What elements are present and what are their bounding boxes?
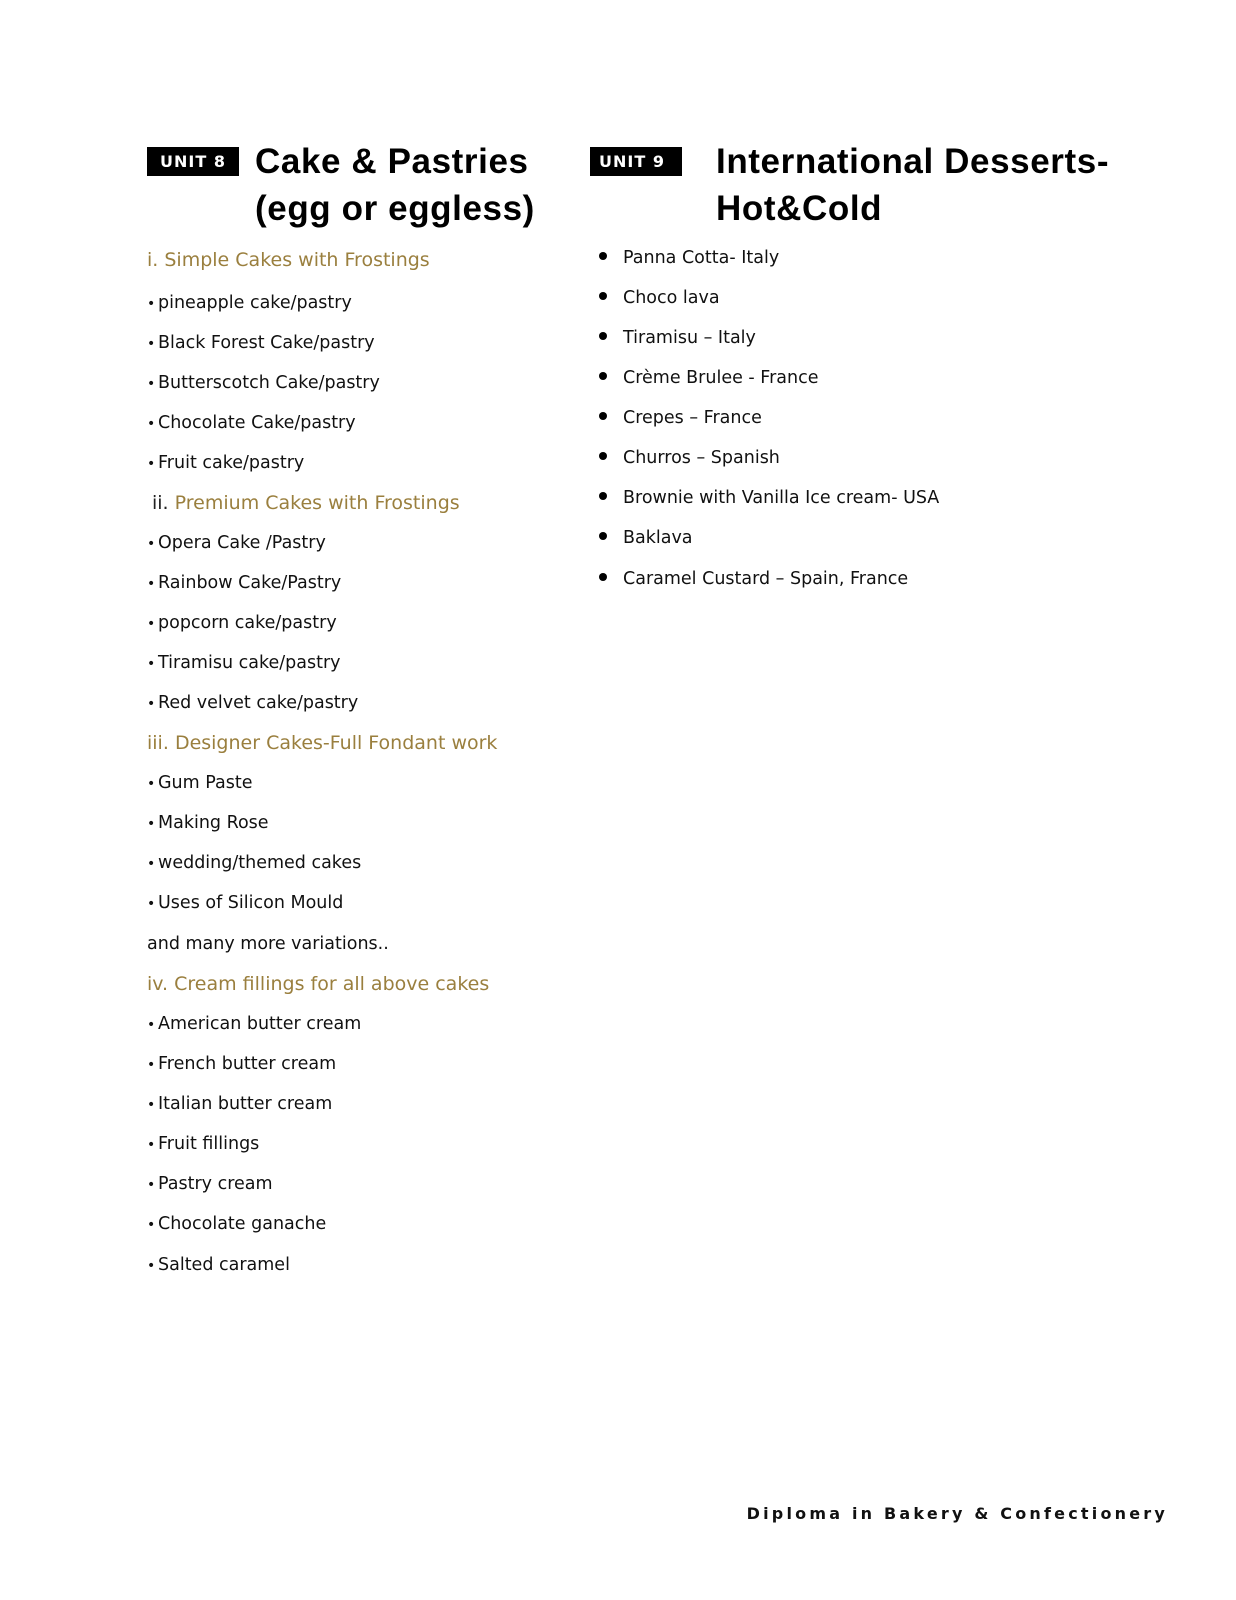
- list-item: • Opera Cake /Pastry: [147, 533, 326, 553]
- section-title: Cream fillings for all above cakes: [174, 973, 490, 995]
- list-item: Crepes – France: [597, 406, 762, 430]
- bullet-icon: [599, 573, 607, 581]
- list-item: Choco lava: [597, 286, 720, 310]
- list-item: • French butter cream: [147, 1054, 337, 1074]
- list-item: • Italian butter cream: [147, 1094, 333, 1114]
- section-heading-designer-cakes: [147, 731, 497, 755]
- section-note: and many more variations..: [147, 934, 389, 954]
- section-roman: i.: [147, 249, 159, 271]
- list-item: • Red velvet cake/pastry: [147, 693, 359, 713]
- bullet-icon: [599, 452, 607, 460]
- list-item: Churros – Spanish: [597, 446, 780, 470]
- list-item: • Fruit fillings: [147, 1134, 260, 1154]
- list-item: • Chocolate Cake/pastry: [147, 413, 356, 433]
- list-item: • Pastry cream: [147, 1174, 273, 1194]
- list-item: Crème Brulee - France: [597, 366, 819, 390]
- list-item: • Uses of Silicon Mould: [147, 893, 344, 913]
- unit9-badge: UNIT 9: [590, 147, 682, 176]
- section-heading-cream-fillings: [147, 972, 489, 996]
- list-item: • Salted caramel: [147, 1255, 290, 1275]
- bullet-icon: [599, 332, 607, 340]
- list-item: Baklava: [597, 526, 693, 550]
- list-item: • American butter cream: [147, 1014, 362, 1034]
- list-item: • pineapple cake/pastry: [147, 293, 352, 313]
- section-title: Premium Cakes with Frostings: [174, 492, 460, 514]
- section-title: Simple Cakes with Frostings: [164, 249, 430, 271]
- list-item: • Rainbow Cake/Pastry: [147, 573, 342, 593]
- list-item: • Butterscotch Cake/pastry: [147, 373, 380, 393]
- unit9-title-line1: International Desserts-: [716, 142, 1110, 181]
- bullet-icon: [599, 292, 607, 300]
- list-item: • Tiramisu cake/pastry: [147, 653, 341, 673]
- section-roman: iii.: [147, 732, 169, 754]
- section-heading-premium-cakes: [152, 491, 460, 515]
- list-item: • wedding/themed cakes: [147, 853, 362, 873]
- bullet-icon: [599, 532, 607, 540]
- unit9-title: [716, 138, 1109, 232]
- section-heading-simple-cakes: [147, 248, 430, 272]
- unit8-title-line2: (egg or eggless): [255, 189, 535, 228]
- list-item: • Fruit cake/pastry: [147, 453, 305, 473]
- list-item: Tiramisu – Italy: [597, 326, 756, 350]
- unit8-title-line1: Cake & Pastries: [255, 142, 529, 181]
- list-item: • popcorn cake/pastry: [147, 613, 337, 633]
- unit8-title: [255, 138, 535, 232]
- list-item: • Making Rose: [147, 813, 269, 833]
- bullet-icon: [599, 412, 607, 420]
- bullet-icon: [599, 372, 607, 380]
- footer-title: Diploma in Bakery & Confectionery: [746, 1504, 1168, 1523]
- list-item: • Gum Paste: [147, 773, 253, 793]
- list-item: • Chocolate ganache: [147, 1214, 327, 1234]
- unit8-badge: UNIT 8: [147, 147, 239, 176]
- list-item: Panna Cotta- Italy: [597, 246, 779, 270]
- section-roman: iv.: [147, 973, 169, 995]
- list-item: Caramel Custard – Spain, France: [597, 567, 908, 591]
- bullet-icon: [599, 252, 607, 260]
- bullet-icon: [599, 492, 607, 500]
- section-title: Designer Cakes-Full Fondant work: [174, 732, 498, 754]
- section-roman: ii.: [152, 492, 169, 514]
- list-item: Brownie with Vanilla Ice cream- USA: [597, 486, 939, 510]
- list-item: • Black Forest Cake/pastry: [147, 333, 375, 353]
- unit9-title-line2: Hot&Cold: [716, 189, 883, 228]
